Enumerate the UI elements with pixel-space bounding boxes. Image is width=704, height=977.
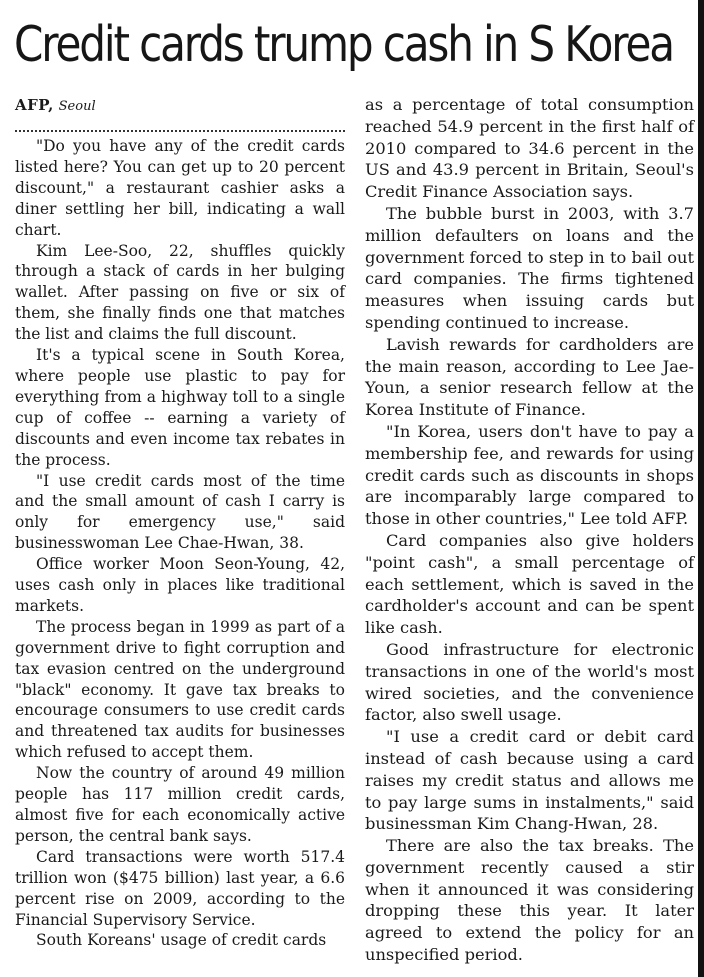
paragraph: Good infrastructure for electronic transactions in one of the world's most wired societies, and the convenience factor, also swell usage. [365, 639, 694, 725]
paragraph: There are also the tax breaks. The government recently caused a stir when it announced it was considering dropping these this year. It later agreed to extend the policy for an unspecified period. [365, 836, 694, 965]
paragraph: "I use credit cards most of the time and the small amount of cash I carry is only for emergency use," said businesswoman Lee Chae-Hwan, 38. [15, 471, 345, 553]
paragraph: Card companies also give holders "point cash", a small percentage of each settlement, which is saved in the cardholder's account and can be spent like cash. [365, 530, 694, 638]
paragraph: "I use a credit card or debit card instead of cash because using a card raises my credit status and allows me to pay large sums in instalments," said businessman Kim Chang-Hwan, 28. [365, 727, 694, 834]
byline-place: Seoul [58, 99, 96, 114]
dotted-separator [15, 130, 345, 132]
paragraph: The process began in 1999 as part of a government drive to fight corruption and tax evasion centred on the underground "black" economy. It gave tax breaks to encourage consumers to use credit cards and threatened tax audits for businesses which refused to accept them. [15, 617, 345, 762]
paragraph: South Koreans' usage of credit cards [36, 931, 327, 950]
article-column-right [365, 94, 694, 966]
article-column-left [15, 94, 345, 951]
paragraph-continued: as a percentage of total consumption reached 54.9 percent in the first half of 2010 compared to 34.6 percent in the US and 43.9 percent in Britain, Seoul's Credit Finance Association says. [365, 95, 694, 202]
byline-agency: AFP, [15, 96, 54, 114]
paragraph: "In Korea, users don't have to pay a membership fee, and rewards for using credit cards such as discounts in shops are incomparably large compared to those in other countries," Lee told AFP. [365, 421, 694, 529]
paragraph: It's a typical scene in South Korea, where people use plastic to pay for everything from a highway toll to a single cup of coffee -- earning a variety of discounts and even income tax rebates in the process. [15, 346, 345, 469]
paragraph: Lavish rewards for cardholders are the main reason, according to Lee Jae-Youn, a senior research fellow at the Korea Institute of Finance. [365, 334, 694, 420]
headline: Credit cards trump cash in S Korea [14, 16, 673, 73]
paragraph: The bubble burst in 2003, with 3.7 million defaulters on loans and the government forced to step in to bail out card companies. The firms tightened measures when issuing cards but spending continued to increase. [365, 203, 694, 332]
paragraph: Kim Lee-Soo, 22, shuffles quickly through a stack of cards in her bulging wallet. After passing on five or six of them, she finally finds one that matches the list and claims the full discount. [15, 241, 345, 344]
paragraph: Card transactions were worth 517.4 trillion won ($475 billion) last year, a 6.6 percent rise on 2009, according to the Financial Supervisory Service. [15, 847, 345, 929]
paragraph: Office worker Moon Seon-Young, 42, uses cash only in places like traditional markets. [15, 555, 345, 615]
byline [15, 94, 345, 118]
right-column-rule [698, 0, 704, 977]
paragraph: "Do you have any of the credit cards listed here? You can get up to 20 percent discount," a restaurant cashier asks a diner settling her bill, indicating a wall chart. [15, 137, 345, 239]
paragraph: Now the country of around 49 million people has 117 million credit cards, almost five for each economically active person, the central bank says. [15, 764, 345, 845]
